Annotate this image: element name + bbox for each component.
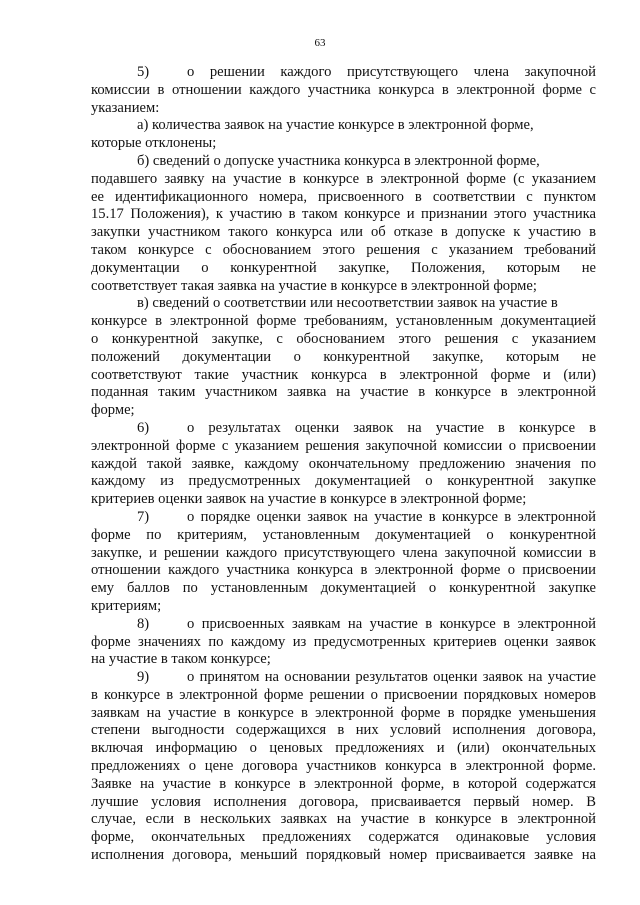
line-text: форме; <box>91 402 135 419</box>
text-line <box>91 100 596 118</box>
line-text: закупке, и решении каждого присутствующего члена закупочной комиссии в <box>91 544 596 561</box>
text-line <box>91 794 596 812</box>
text-line <box>91 367 596 385</box>
text-line <box>91 562 596 580</box>
line-text: Заявке на участие в конкурсе в электронной форме, в которой содержатся <box>91 775 596 792</box>
text-line <box>91 527 596 545</box>
line-text: заявкам на участие в конкурсе в электронной форме в порядке уменьшения <box>91 704 596 721</box>
text-line <box>91 402 596 420</box>
text-line <box>91 473 596 491</box>
line-text: о решении каждого присутствующего члена закупочной <box>187 64 596 80</box>
text-line <box>91 829 596 847</box>
line-text: ему баллов по установленным документацией о конкурентной закупке <box>91 580 596 597</box>
line-text: которые отклонены; <box>91 135 217 152</box>
text-line <box>91 491 596 509</box>
list-number: 7) <box>137 508 150 525</box>
text-line <box>91 135 596 153</box>
line-text: о принятом на основании результатов оценки заявок на участие <box>187 669 596 686</box>
text-line <box>91 438 596 456</box>
text-line <box>91 206 596 224</box>
list-number: 5) <box>137 64 150 80</box>
line-text: комиссии в отношении каждого участника конкурса в электронной форме с <box>91 81 596 98</box>
line-text: случае, если в нескольких заявках на участие в конкурсе в электронной <box>91 811 596 828</box>
line-text: включая информацию о ценовых предложениях и (или) окончательных <box>91 740 596 757</box>
line-text: форме по критериям, установленным документацией о конкурентной <box>91 526 596 543</box>
line-text: форме, окончательных предложениях содержатся одинаковые условия <box>91 829 596 846</box>
line-text: о результатах оценки заявок на участие в конкурсе в <box>187 419 596 436</box>
text-line <box>91 171 596 189</box>
text-line <box>91 260 596 278</box>
line-text: электронной форме с указанием решения закупочной комиссии о присвоении <box>91 437 596 454</box>
line-text: критериев оценки заявок на участие в конкурсе в электронной форме; <box>91 491 527 508</box>
line-text: указанием: <box>91 99 160 116</box>
text-line <box>91 705 596 723</box>
line-text: о порядке оценки заявок на участие в конкурсе в электронной <box>187 508 596 525</box>
line-text: степени выгодности содержащихся в них условий исполнения договора, <box>91 722 596 739</box>
line-text: о конкурентной закупке, с обоснованием этого решения с указанием <box>91 330 596 347</box>
line-text: соответствует такая заявка на участие в конкурсе в электронной форме; <box>91 277 537 294</box>
text-line <box>91 651 596 669</box>
text-line <box>91 740 596 758</box>
list-number: 9) <box>137 669 150 686</box>
page-number: 63 <box>314 37 326 49</box>
text-line <box>91 509 596 527</box>
line-text: в) сведений о соответствии или несоответствии заявок на участие в <box>137 295 558 312</box>
text-line <box>91 758 596 776</box>
line-text: форме значениях по каждому из предусмотренных критериев оценки заявок <box>91 633 596 650</box>
text-line <box>91 420 596 438</box>
text-line <box>91 811 596 829</box>
line-text: конкурсе в электронной форме требованиям, установленным документацией <box>91 313 596 330</box>
line-text: в конкурсе в электронной форме решении о присвоении порядковых номеров <box>91 686 596 703</box>
list-number: 8) <box>137 615 150 632</box>
text-line <box>91 153 596 171</box>
line-text: закупки участником такого конкурса или об отказе в допуске к участию в <box>91 224 596 241</box>
line-text: на участие в таком конкурсе; <box>91 651 271 668</box>
line-text: документации о конкурентной закупке, Положения, которым не <box>91 259 596 276</box>
text-line <box>91 722 596 740</box>
text-line <box>91 847 596 865</box>
text-line <box>91 776 596 794</box>
line-text: ее идентификационного номера, присвоенного в соответствии с пунктом <box>91 188 596 205</box>
line-text: соответствуют такие участник конкурса в электронной форме и (или) <box>91 366 596 383</box>
text-line <box>91 545 596 563</box>
text-line <box>91 456 596 474</box>
text-line <box>91 669 596 687</box>
text-line <box>91 313 596 331</box>
text-line <box>91 580 596 598</box>
line-text: отношении каждого участника конкурса в электронной форме о присвоении <box>91 562 596 579</box>
text-line <box>91 224 596 242</box>
line-text: лучшие условия исполнения договора, присваивается первый номер. В <box>91 793 596 810</box>
text-line <box>91 64 596 82</box>
text-line <box>91 634 596 652</box>
line-text: поданная таким участником заявка на участие в конкурсе в электронной <box>91 384 596 401</box>
line-text: б) сведений о допуске участника конкурса в электронной форме, <box>137 152 540 169</box>
line-text: таком конкурсе с обоснованием этого решения с указанием требований <box>91 241 596 258</box>
text-line <box>91 331 596 349</box>
line-text: подавшего заявку на участие в конкурсе в электронной форме (с указанием <box>91 170 596 187</box>
line-text: 15.17 Положения), к участию в таком конкурсе и признании этого участника <box>91 206 596 223</box>
line-text: каждой такой заявке, каждому окончательному предложению значения по <box>91 455 596 472</box>
line-text: а) количества заявок на участие конкурсе в электронной форме, <box>137 117 534 134</box>
line-text: о присвоенных заявкам на участие в конкурсе в электронной <box>187 615 596 632</box>
line-text: исполнения договора, меньший порядковый номер присваивается заявке на <box>91 847 596 864</box>
text-line <box>91 82 596 100</box>
text-line <box>91 295 596 313</box>
list-number: 6) <box>137 419 150 436</box>
text-line <box>91 242 596 260</box>
text-line <box>91 189 596 207</box>
line-text: положений документации о конкурентной закупке, которым не <box>91 348 596 365</box>
body-text <box>91 64 596 865</box>
line-text: критериям; <box>91 597 162 614</box>
line-text: каждому из предусмотренных документацией о конкурентной закупке <box>91 473 596 490</box>
text-line <box>91 616 596 634</box>
text-line <box>91 117 596 135</box>
text-line <box>91 278 596 296</box>
text-line <box>91 598 596 616</box>
line-text: предложениях о цене договора участников конкурса в электронной форме. <box>91 758 596 775</box>
text-line <box>91 687 596 705</box>
text-line <box>91 384 596 402</box>
text-line <box>91 349 596 367</box>
